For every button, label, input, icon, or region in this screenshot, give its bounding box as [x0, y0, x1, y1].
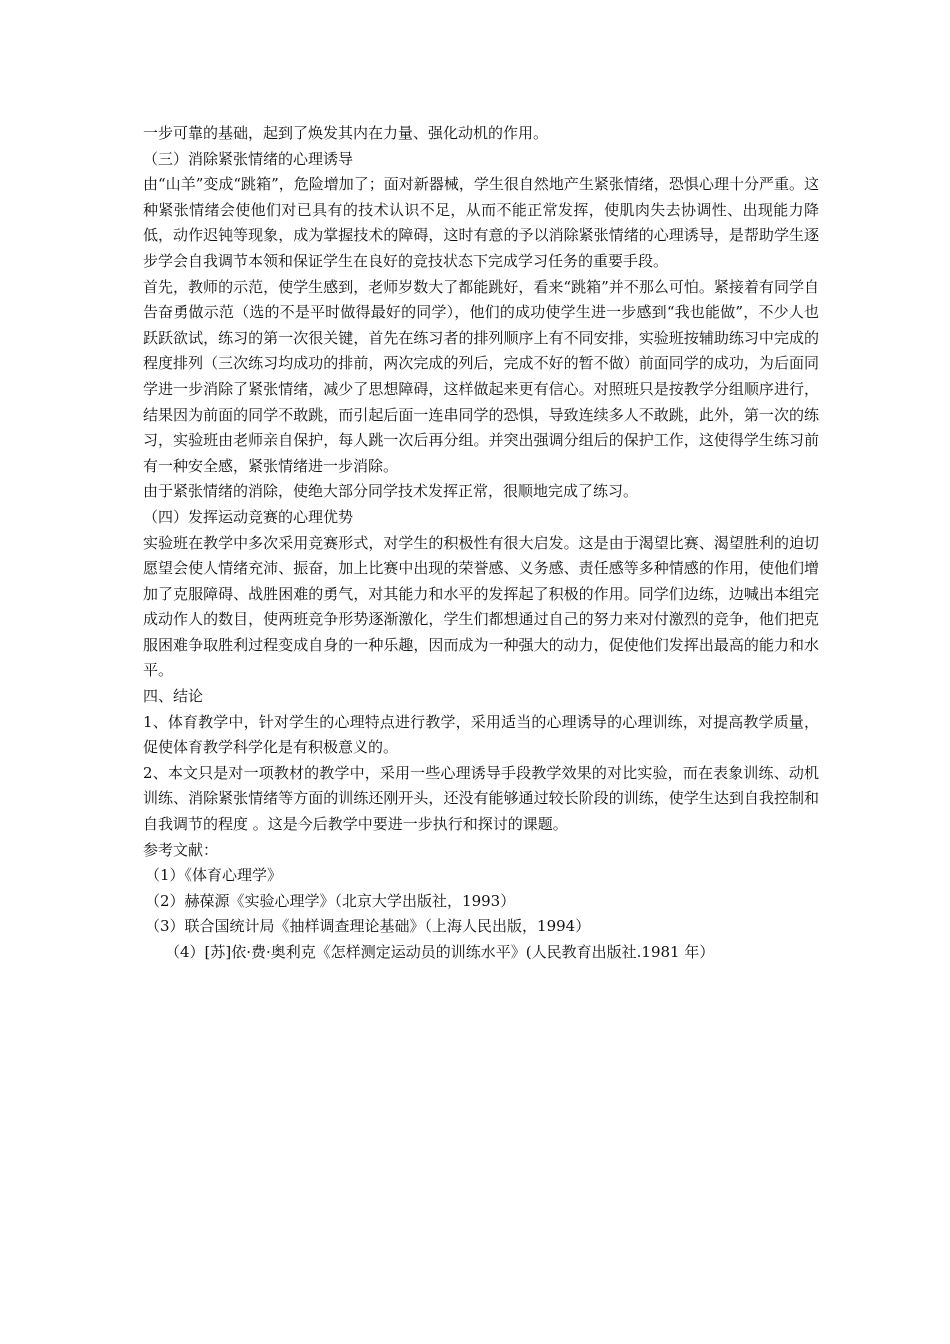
- section-heading-conclusion: 四、结论: [143, 687, 204, 706]
- paragraph-tension-result: 由于紧张情绪的消除，使绝大部分同学技术发挥正常，很顺地完成了练习。: [143, 482, 639, 501]
- document-page: [143, 121, 819, 966]
- references-list: [143, 863, 819, 965]
- reference-item: （1）《体育心理学》: [145, 866, 283, 885]
- section-heading-competition: （四）发挥运动竞赛的心理优势: [143, 507, 354, 526]
- paragraph-intro-continuation: 一步可靠的基础，起到了焕发其内在力量、强化动机的作用。: [143, 124, 549, 142]
- paragraph-tension-cause: 由“山羊”变成“跳箱”，危险增加了；面对新器械，学生很自然地产生紧张情绪，恐惧心理十分严重。这种紧张情绪会使他们对已具有的技术认识不足，从而不能正常发挥，使肌肉失去协调性、出现能力降低，动作迟钝等现象，成为掌握技术的障碍，这时有意的予以消除紧张情绪的心理诱导，是帮助学生逐步学会自我调节本领和保证学生在良好的竞技状态下完成学习任务的重要手段。: [143, 175, 819, 270]
- paragraph-conclusion-2: 2、本文只是对一项教材的教学中，采用一些心理诱导手段教学效果的对比实验，而在表象训练、动机训练、消除紧张情绪等方面的训练还刚开头，还没有能够通过较长阶段的训练，使学生达到自我控制和自我调节的程度 。这是今后教学中要进一步执行和探讨的课题。: [143, 763, 819, 834]
- paragraph-teacher-demo: 首先，教师的示范，使学生感到，老师岁数大了都能跳好，看来“跳箱”并不那么可怕。紧接着有同学自告奋勇做示范（选的不是平时做得最好的同学），他们的成功使学生进一步感到“我也能做”，不少人也跃跃欲试，练习的第一次很关键，首先在练习者的排列顺序上有不同安排，实验班按辅助练习中完成的程度排列（三次练习均成功的排前，两次完成的列后，完成不好的暂不做）前面同学的成功，为后面同学进一步消除了紧张情绪，减少了思想障碍，这样做起来更有信心。对照班只是按教学分组顺序进行，结果因为前面的同学不敢跳，而引起后面一连串同学的恐惧，导致连续多人不敢跳，此外，第一次的练习，实验班由老师亲自保护，每人跳一次后再分组。并突出强调分组后的保护工作，这使得学生练习前有一种安全感，紧张情绪进一步消除。: [143, 277, 819, 475]
- paragraph-conclusion-1: 1、体育教学中，针对学生的心理特点进行教学，采用适当的心理诱导的心理训练，对提高教学质量，促使体育教学科学化是有积极意义的。: [143, 712, 819, 757]
- section-heading-eliminate-tension: （三）消除紧张情绪的心理诱导: [143, 149, 354, 168]
- paragraph-competition: 实验班在教学中多次采用竞赛形式，对学生的积极性有很大启发。这是由于渴望比赛、渴望胜利的迫切愿望会使人情绪充沛、振奋，加上比赛中出现的荣誉感、义务感、责任感等多种情感的作用，使他们增加了克服障碍、战胜困难的勇气，对其能力和水平的发挥起了积极的作用。同学们边练，边喊出本组完成动作人的数目，使两班竞争形势逐渐激化，学生们都想通过自己的努力来对付激烈的竞争，他们把克服困难争取胜利过程变成自身的一种乐趣，因而成为一种强大的动力，促使他们发挥出最高的能力和水平。: [143, 533, 819, 680]
- references-heading: 参考文献：: [143, 840, 219, 859]
- reference-item: （2）赫葆源《实验心理学》（北京大学出版社，1993）: [145, 891, 516, 910]
- reference-item: （3）联合国统计局《抽样调查理论基础》（上海人民出版，1994）: [145, 917, 591, 936]
- reference-item: （4）[苏]依·费·奥利克《怎样测定运动员的训练水平》(人民教育出版社.1981 年）: [165, 943, 715, 961]
